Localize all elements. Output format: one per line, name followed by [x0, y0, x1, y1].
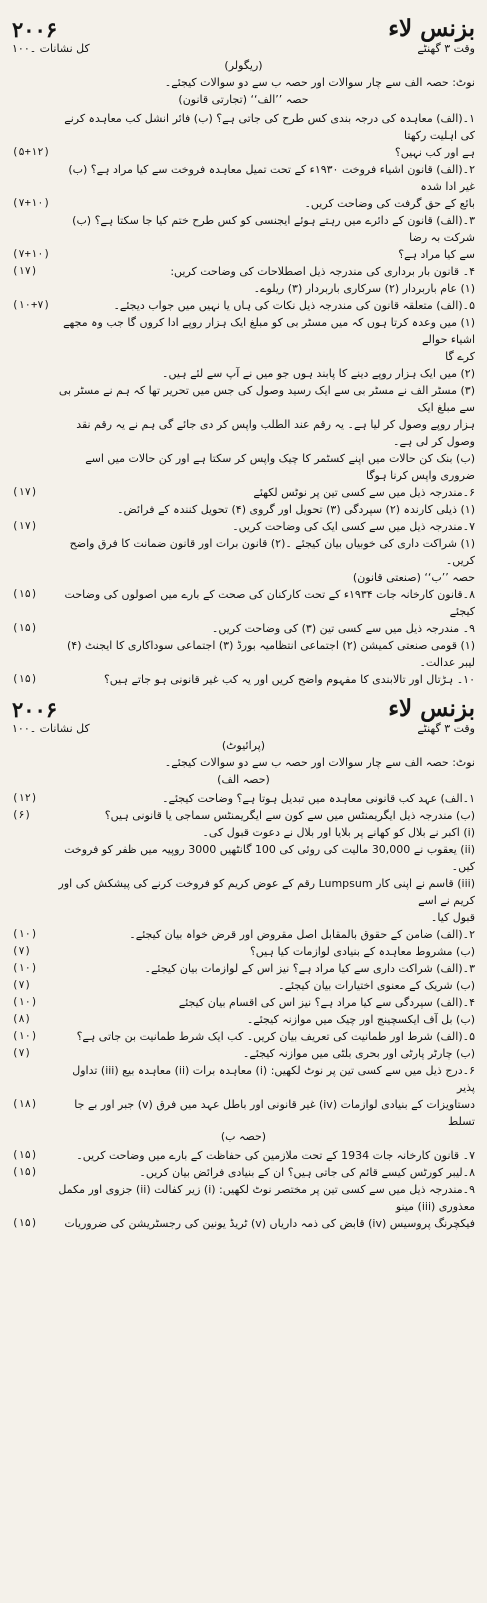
question-marks	[12, 314, 58, 348]
paper-year: ۲۰۰۶	[12, 17, 58, 42]
question-text: ۱۔(الف) معاہدہ کی درجہ بندی کس طرح کی جاتی ہے؟ (ب) فائر انشل کب معاہدہ کرنے کی اہلیت رکھتا	[64, 112, 475, 142]
question-text: (۱) قومی صنعتی کمیشن (۲) اجتماعی انتظامیہ بورڈ (۳) اجتماعی سوداکاری کا ایجنٹ (۴) لیبر عدالت۔	[66, 639, 475, 669]
meta-row	[12, 722, 475, 739]
question-text: ہزار روپے وصول کر لیا ہے۔ یہ رقم عند الطلب واپس کر دی جائے گی ہم نے یہ رقم نقد وصول کر لی ہے۔	[76, 418, 475, 448]
question-marks: (۸)	[12, 1013, 31, 1025]
question-line	[12, 1147, 475, 1164]
question-marks: (۱۸)	[12, 1098, 38, 1110]
question-line	[12, 416, 475, 450]
question-list	[12, 790, 475, 1130]
question-text: (۱) میں وعدہ کرتا ہوں کہ میں مسٹر بی کو مبلغ ایک ہزار روپے ادا کروں گا جب وہ مجھے اشیاء حوالے	[63, 316, 475, 346]
question-line	[12, 297, 475, 314]
question-marks: (۱۷)	[12, 520, 38, 532]
question-marks: (۱۲)	[12, 792, 38, 804]
time-allowed: وقت ۳ گھنٹے	[417, 722, 475, 735]
question-marks: (۷+۱۰)	[12, 197, 50, 209]
question-text: (ب) مندرجہ ذیل ایگریمنٹس میں سے کون سے ایگریمنٹس سماجی یا قانونی ہیں؟	[104, 809, 475, 822]
question-line	[12, 484, 475, 501]
paper-title: بزنس لاء	[388, 695, 475, 722]
question-marks	[12, 450, 58, 484]
paper-type: (ریگولر)	[224, 59, 263, 72]
question-line	[12, 586, 475, 620]
question-text: (ii) یعقوب نے 30,000 مالیت کی روئی کی 100 گانٹھیں 3000 روپیہ میں ظفر کو فروخت کیں۔	[64, 843, 475, 873]
question-line	[12, 824, 475, 841]
question-marks	[12, 382, 58, 416]
total-marks: کل نشانات ۔۱۰۰	[12, 42, 90, 55]
section-heading: (حصہ ب)	[220, 1130, 267, 1143]
question-line	[12, 161, 475, 195]
question-text: ۲۔(الف) ضامن کے حقوق بالمقابل اصل مقروض اور قرض خواہ بیان کیجئے۔	[129, 928, 475, 941]
question-marks: (۱۰)	[12, 928, 38, 940]
question-text: فیکچرنگ پروسیس (iv) قابض کی ذمہ داریاں (v) ٹریڈ یونین کی رجسٹریشن کی ضروریات	[64, 1217, 475, 1230]
question-line	[12, 110, 475, 144]
question-line	[12, 841, 475, 875]
question-line	[12, 1011, 475, 1028]
question-marks	[12, 909, 58, 926]
question-line	[12, 926, 475, 943]
question-text: ۶۔مندرجہ ذیل میں سے کسی تین پر نوٹس لکھئے	[253, 486, 475, 499]
question-marks: (۷+۱۰)	[12, 248, 50, 260]
question-text: (ب) چارٹر پارٹی اور بحری بلٹی میں موازنہ کیجئے۔	[242, 1047, 475, 1060]
question-marks	[12, 110, 58, 144]
question-line	[12, 1096, 475, 1130]
question-line	[12, 569, 475, 586]
question-line	[12, 314, 475, 348]
section-heading: (حصہ الف)	[217, 773, 270, 786]
question-text: بائع کے حق گرفت کی وضاحت کریں۔	[304, 197, 475, 210]
question-marks: (۱۵)	[12, 1217, 38, 1229]
question-text: ۳۔(الف) شراکت داری سے کیا مراد ہے؟ نیز اس کے لوازمات بیان کیجئے۔	[144, 962, 475, 975]
question-line	[12, 977, 475, 994]
question-line	[12, 263, 475, 280]
instructions-note: نوٹ: حصہ الف سے چار سوالات اور حصہ ب سے دو سوالات کیجئے۔	[164, 76, 475, 89]
question-marks: (۱۵)	[12, 1166, 38, 1178]
question-text: ۴۔ قانون بار برداری کی مندرجہ ذیل اصطلاحات کی وضاحت کریں:	[170, 265, 475, 278]
meta-row	[12, 42, 475, 59]
question-text: ۱۔الف) عہد کب قانونی معاہدہ میں تبدیل ہوتا ہے؟ وضاحت کیجئے۔	[162, 792, 475, 805]
question-line	[12, 671, 475, 688]
total-marks: کل نشانات ۔۱۰۰	[12, 722, 90, 735]
question-marks: (۱۰)	[12, 1030, 38, 1042]
question-marks: (۱۵)	[12, 1149, 38, 1161]
question-line	[12, 790, 475, 807]
question-line	[12, 501, 475, 518]
question-marks	[12, 416, 58, 450]
question-text: (۳) مسٹر الف نے مسٹر بی سے ایک رسید وصول کی جس میں تحریر تھا کہ ہم نے مسٹر بی سے مبلغ ایک	[58, 384, 475, 414]
question-text: (iii) قاسم نے اپنی کار Lumpsum رقم کے عوض کریم کو فروخت کرنے کی پیشکش کی اور کریم نے اسے	[58, 877, 475, 907]
question-line	[12, 994, 475, 1011]
question-marks: (۱۵)	[12, 673, 38, 685]
question-line	[12, 195, 475, 212]
paper-type: (پرائیوٹ)	[221, 739, 266, 752]
paper-regular	[12, 8, 475, 688]
question-marks: (۱۵)	[12, 588, 38, 600]
question-marks	[12, 501, 58, 518]
question-line	[12, 1028, 475, 1045]
question-marks	[12, 212, 58, 246]
paper-year: ۲۰۰۶	[12, 697, 58, 722]
question-list	[12, 1147, 475, 1232]
question-text: (۲) میں ایک ہزار روپے دینے کا پابند ہوں جو میں نے آپ سے لئے ہیں۔	[162, 367, 475, 380]
question-marks: (۷)	[12, 1047, 31, 1059]
question-text: (۱) شراکت داری کی خوبیاں بیان کیجئے ۔(۲) قانون برات اور قانون ضمانت کا فرق واضح کریں۔	[69, 537, 475, 567]
question-text: (ب) بنک کن حالات میں اپنے کسٹمر کا چیک واپس کر سکتا ہے اور کن حالات میں اسے ضروری واپس کرنا ہوگا	[85, 452, 475, 482]
section-heading: حصہ ’’الف‘‘ (تجارتی قانون)	[178, 93, 309, 106]
question-marks: (۷)	[12, 979, 31, 991]
question-marks: (۱۰)	[12, 962, 38, 974]
question-text: ۴۔(الف) سپردگی سے کیا مراد ہے؟ نیز اس کی اقسام بیان کیجئے	[178, 996, 475, 1009]
paper-title: بزنس لاء	[388, 15, 475, 42]
question-marks: (۱۵)	[12, 622, 38, 634]
question-line	[12, 943, 475, 960]
question-marks	[12, 637, 58, 671]
question-text: ۳۔(الف) قانون کے دائرے میں رہتے ہوئے ایجنسی کو کس طرح ختم کیا جا سکتا ہے؟ (ب) شرکت بہ رضا	[72, 214, 475, 244]
title-row	[12, 688, 475, 722]
question-text: ہے اور کب نہیں؟	[394, 146, 475, 159]
question-marks: (۵+۱۲)	[12, 146, 50, 158]
question-marks	[12, 348, 58, 365]
question-marks	[12, 1062, 58, 1096]
question-marks: (۱۷)	[12, 265, 38, 277]
time-allowed: وقت ۳ گھنٹے	[417, 42, 475, 55]
question-text: دستاویزات کے بنیادی لوازمات (iv) غیر قانونی اور باطل عہد میں فرق (v) جبر اور بے جا تسلط	[74, 1098, 475, 1128]
question-text: ۷۔مندرجہ ذیل میں سے کسی ایک کی وضاحت کریں۔	[232, 520, 475, 533]
question-text: ۲۔(الف) قانون اشیاء فروخت ۱۹۳۰ء کے تحت تمیل معاہدہ فروخت سے کیا مراد ہے؟ (ب) غیر ادا شدہ	[68, 163, 475, 193]
paper-private	[12, 688, 475, 1232]
question-line	[12, 365, 475, 382]
question-text: ۷۔ قانون کارخانہ جات 1934 کے تحت ملازمین کی حفاظت کے بارے میں وضاحت کریں۔	[76, 1149, 475, 1162]
question-text: ۹۔مندرجہ ذیل میں سے کسی تین پر مختصر نوٹ لکھیں: (i) زیر کفالت (ii) جزوی اور مکمل معذوری (iii) مینو	[58, 1183, 475, 1213]
question-marks	[12, 1181, 58, 1215]
question-text: سے کیا مراد ہے؟	[398, 248, 475, 261]
question-marks	[12, 875, 58, 909]
question-text: (ب) بل آف ایکسچینج اور چیک میں موازنہ کیجئے۔	[246, 1013, 475, 1026]
question-marks: (۱۷)	[12, 486, 38, 498]
question-line	[12, 144, 475, 161]
question-line	[12, 807, 475, 824]
question-marks	[12, 569, 58, 586]
question-text: ۶۔درج ذیل میں سے کسی تین پر نوٹ لکھیں: (i) معاہدہ برات (ii) معاہدہ بیع (iii) تداول پذیر	[72, 1064, 475, 1094]
question-line	[12, 1045, 475, 1062]
question-line	[12, 535, 475, 569]
question-line	[12, 637, 475, 671]
question-text: قبول کیا۔	[430, 911, 475, 924]
question-line	[12, 1164, 475, 1181]
question-text: ۹۔ مندرجہ ذیل میں سے کسی تین (۳) کی وضاحت کریں۔	[211, 622, 475, 635]
question-line	[12, 246, 475, 263]
question-marks	[12, 535, 58, 569]
question-text: (ب) شریک کے معنوی اختیارات بیان کیجئے۔	[278, 979, 475, 992]
question-marks: (۷)	[12, 945, 31, 957]
question-line	[12, 1062, 475, 1096]
question-text: (ب) مشروط معاہدہ کے بنیادی لوازمات کیا ہیں؟	[249, 945, 475, 958]
question-text: کرے گا	[445, 350, 475, 363]
question-marks: (۱۰)	[12, 996, 38, 1008]
question-line	[12, 212, 475, 246]
question-marks	[12, 841, 58, 875]
question-text: ۵۔(الف) شرط اور طمانیت کی تعریف بیان کریں۔ کب ایک شرط طمانیت بن جاتی ہے؟	[76, 1030, 475, 1043]
question-line	[12, 382, 475, 416]
question-line	[12, 1181, 475, 1215]
question-text: (۱) عام باربردار (۲) سرکاری باربردار (۳) ریلوے۔	[253, 282, 475, 295]
question-line	[12, 1215, 475, 1232]
title-row	[12, 8, 475, 42]
question-text: ۸۔لیبر کورٹس کیسے قائم کی جاتی ہیں؟ ان کے بنیادی فرائض بیان کریں۔	[139, 1166, 475, 1179]
question-marks	[12, 280, 58, 297]
question-line	[12, 518, 475, 535]
question-line	[12, 280, 475, 297]
question-marks	[12, 365, 58, 382]
question-line	[12, 348, 475, 365]
question-line	[12, 909, 475, 926]
question-list	[12, 110, 475, 688]
question-marks: (۶)	[12, 809, 31, 821]
instructions-note: نوٹ: حصہ الف سے چار سوالات اور حصہ ب سے دو سوالات کیجئے۔	[164, 756, 475, 769]
question-marks: (۱۰+۷)	[12, 299, 50, 311]
question-text: حصہ ’’ب‘‘ (صنعتی قانون)	[352, 571, 475, 584]
question-line	[12, 450, 475, 484]
question-text: ۵۔(الف) متعلقہ قانون کی مندرجہ ذیل نکات کی ہاں یا نہیں میں جواب دیجئے۔	[113, 299, 475, 312]
question-text: (۱) ذیلی کارندہ (۲) سپردگی (۳) تحویل اور گروی (۴) تحویل کنندہ کے فرائض۔	[117, 503, 475, 516]
question-marks	[12, 161, 58, 195]
question-line	[12, 620, 475, 637]
question-line	[12, 875, 475, 909]
question-text: (i) اکبر نے بلال کو کھانے پر بلایا اور بلال نے دعوت قبول کی۔	[202, 826, 475, 839]
question-text: ۸۔قانون کارخانہ جات ۱۹۳۴ء کے تحت کارکنان کی صحت کے بارے میں اصولوں کی وضاحت کیجئے	[64, 588, 475, 618]
question-text: ۱۰۔ ہڑتال اور تالابندی کا مفہوم واضح کریں اور یہ کب غیر قانونی ہو جاتے ہیں؟	[103, 673, 475, 686]
question-line	[12, 960, 475, 977]
question-marks	[12, 824, 58, 841]
